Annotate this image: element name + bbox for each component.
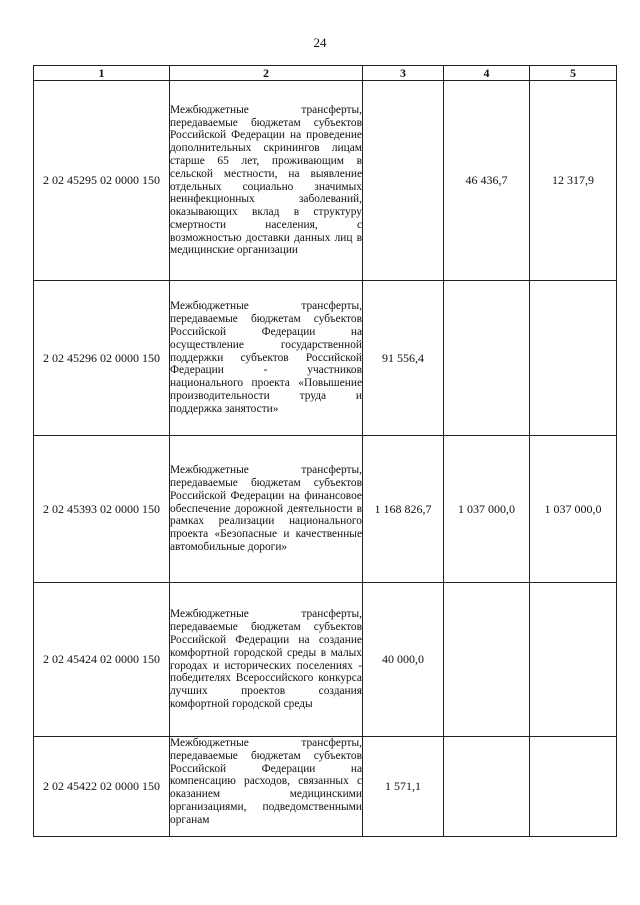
amount-col5-cell: 1 037 000,0: [530, 436, 617, 583]
amount-col3-cell: 1 168 826,7: [363, 436, 444, 583]
amount-col5-cell: [530, 583, 617, 737]
table-row: [34, 737, 617, 837]
description-cell: Межбюджетные трансферты, передаваемые бюджетам субъектов Российской Федерации на создание комфортной городской среды в малых городах и исторических поселениях - победителях Всероссийского конкурса лучших проектов создания комфортной городской среды: [170, 583, 363, 737]
description-cell: Межбюджетные трансферты, передаваемые бюджетам субъектов Российской Федерации на финансовое обеспечение дорожной деятельности в рамках реализации национального проекта «Безопасные и качественные автомобильные дороги»: [170, 436, 363, 583]
amount-col3-cell: 40 000,0: [363, 583, 444, 737]
column-header-1: 1: [34, 66, 170, 81]
table-row: [34, 81, 617, 281]
amount-col4-cell: 1 037 000,0: [444, 436, 530, 583]
table-row: [34, 436, 617, 583]
amount-col4-cell: 46 436,7: [444, 81, 530, 281]
amount-col4-cell: [444, 281, 530, 436]
budget-code-cell: 2 02 45295 02 0000 150: [34, 81, 170, 281]
table-header-row: [34, 66, 617, 81]
amount-col5-cell: [530, 281, 617, 436]
column-header-3: 3: [363, 66, 444, 81]
column-header-4: 4: [444, 66, 530, 81]
budget-code-cell: 2 02 45296 02 0000 150: [34, 281, 170, 436]
description-cell: Межбюджетные трансферты, передаваемые бюджетам субъектов Российской Федерации на осуществление государственной поддержки субъектов Российской Федерации - участников национального проекта «Повышение производительности труда и поддержка занятости»: [170, 281, 363, 436]
amount-col3-cell: 91 556,4: [363, 281, 444, 436]
amount-col3-cell: [363, 81, 444, 281]
description-cell: Межбюджетные трансферты, передаваемые бюджетам субъектов Российской Федерации на проведение дополнительных скринингов лицам старше 65 лет, проживающим в сельской местности, на выявление отдельных социально значимых неинфекционных заболеваний, оказывающих вклад в структуру смертности населения, с возможностью доставки данных лиц в медицинские организации: [170, 81, 363, 281]
amount-col5-cell: 12 317,9: [530, 81, 617, 281]
table-row: [34, 281, 617, 436]
amount-col3-cell: 1 571,1: [363, 737, 444, 837]
budget-code-cell: 2 02 45393 02 0000 150: [34, 436, 170, 583]
budget-code-cell: 2 02 45424 02 0000 150: [34, 583, 170, 737]
budget-table: [33, 65, 617, 837]
description-cell: Межбюджетные трансферты, передаваемые бюджетам субъектов Российской Федерации на компенсацию расходов, связанных с оказанием медицинскими организациями, подведомственными органам: [170, 737, 363, 837]
amount-col4-cell: [444, 583, 530, 737]
page-number: 24: [313, 35, 327, 50]
amount-col4-cell: [444, 737, 530, 837]
table-row: [34, 583, 617, 737]
column-header-5: 5: [530, 66, 617, 81]
column-header-2: 2: [170, 66, 363, 81]
budget-code-cell: 2 02 45422 02 0000 150: [34, 737, 170, 837]
amount-col5-cell: [530, 737, 617, 837]
